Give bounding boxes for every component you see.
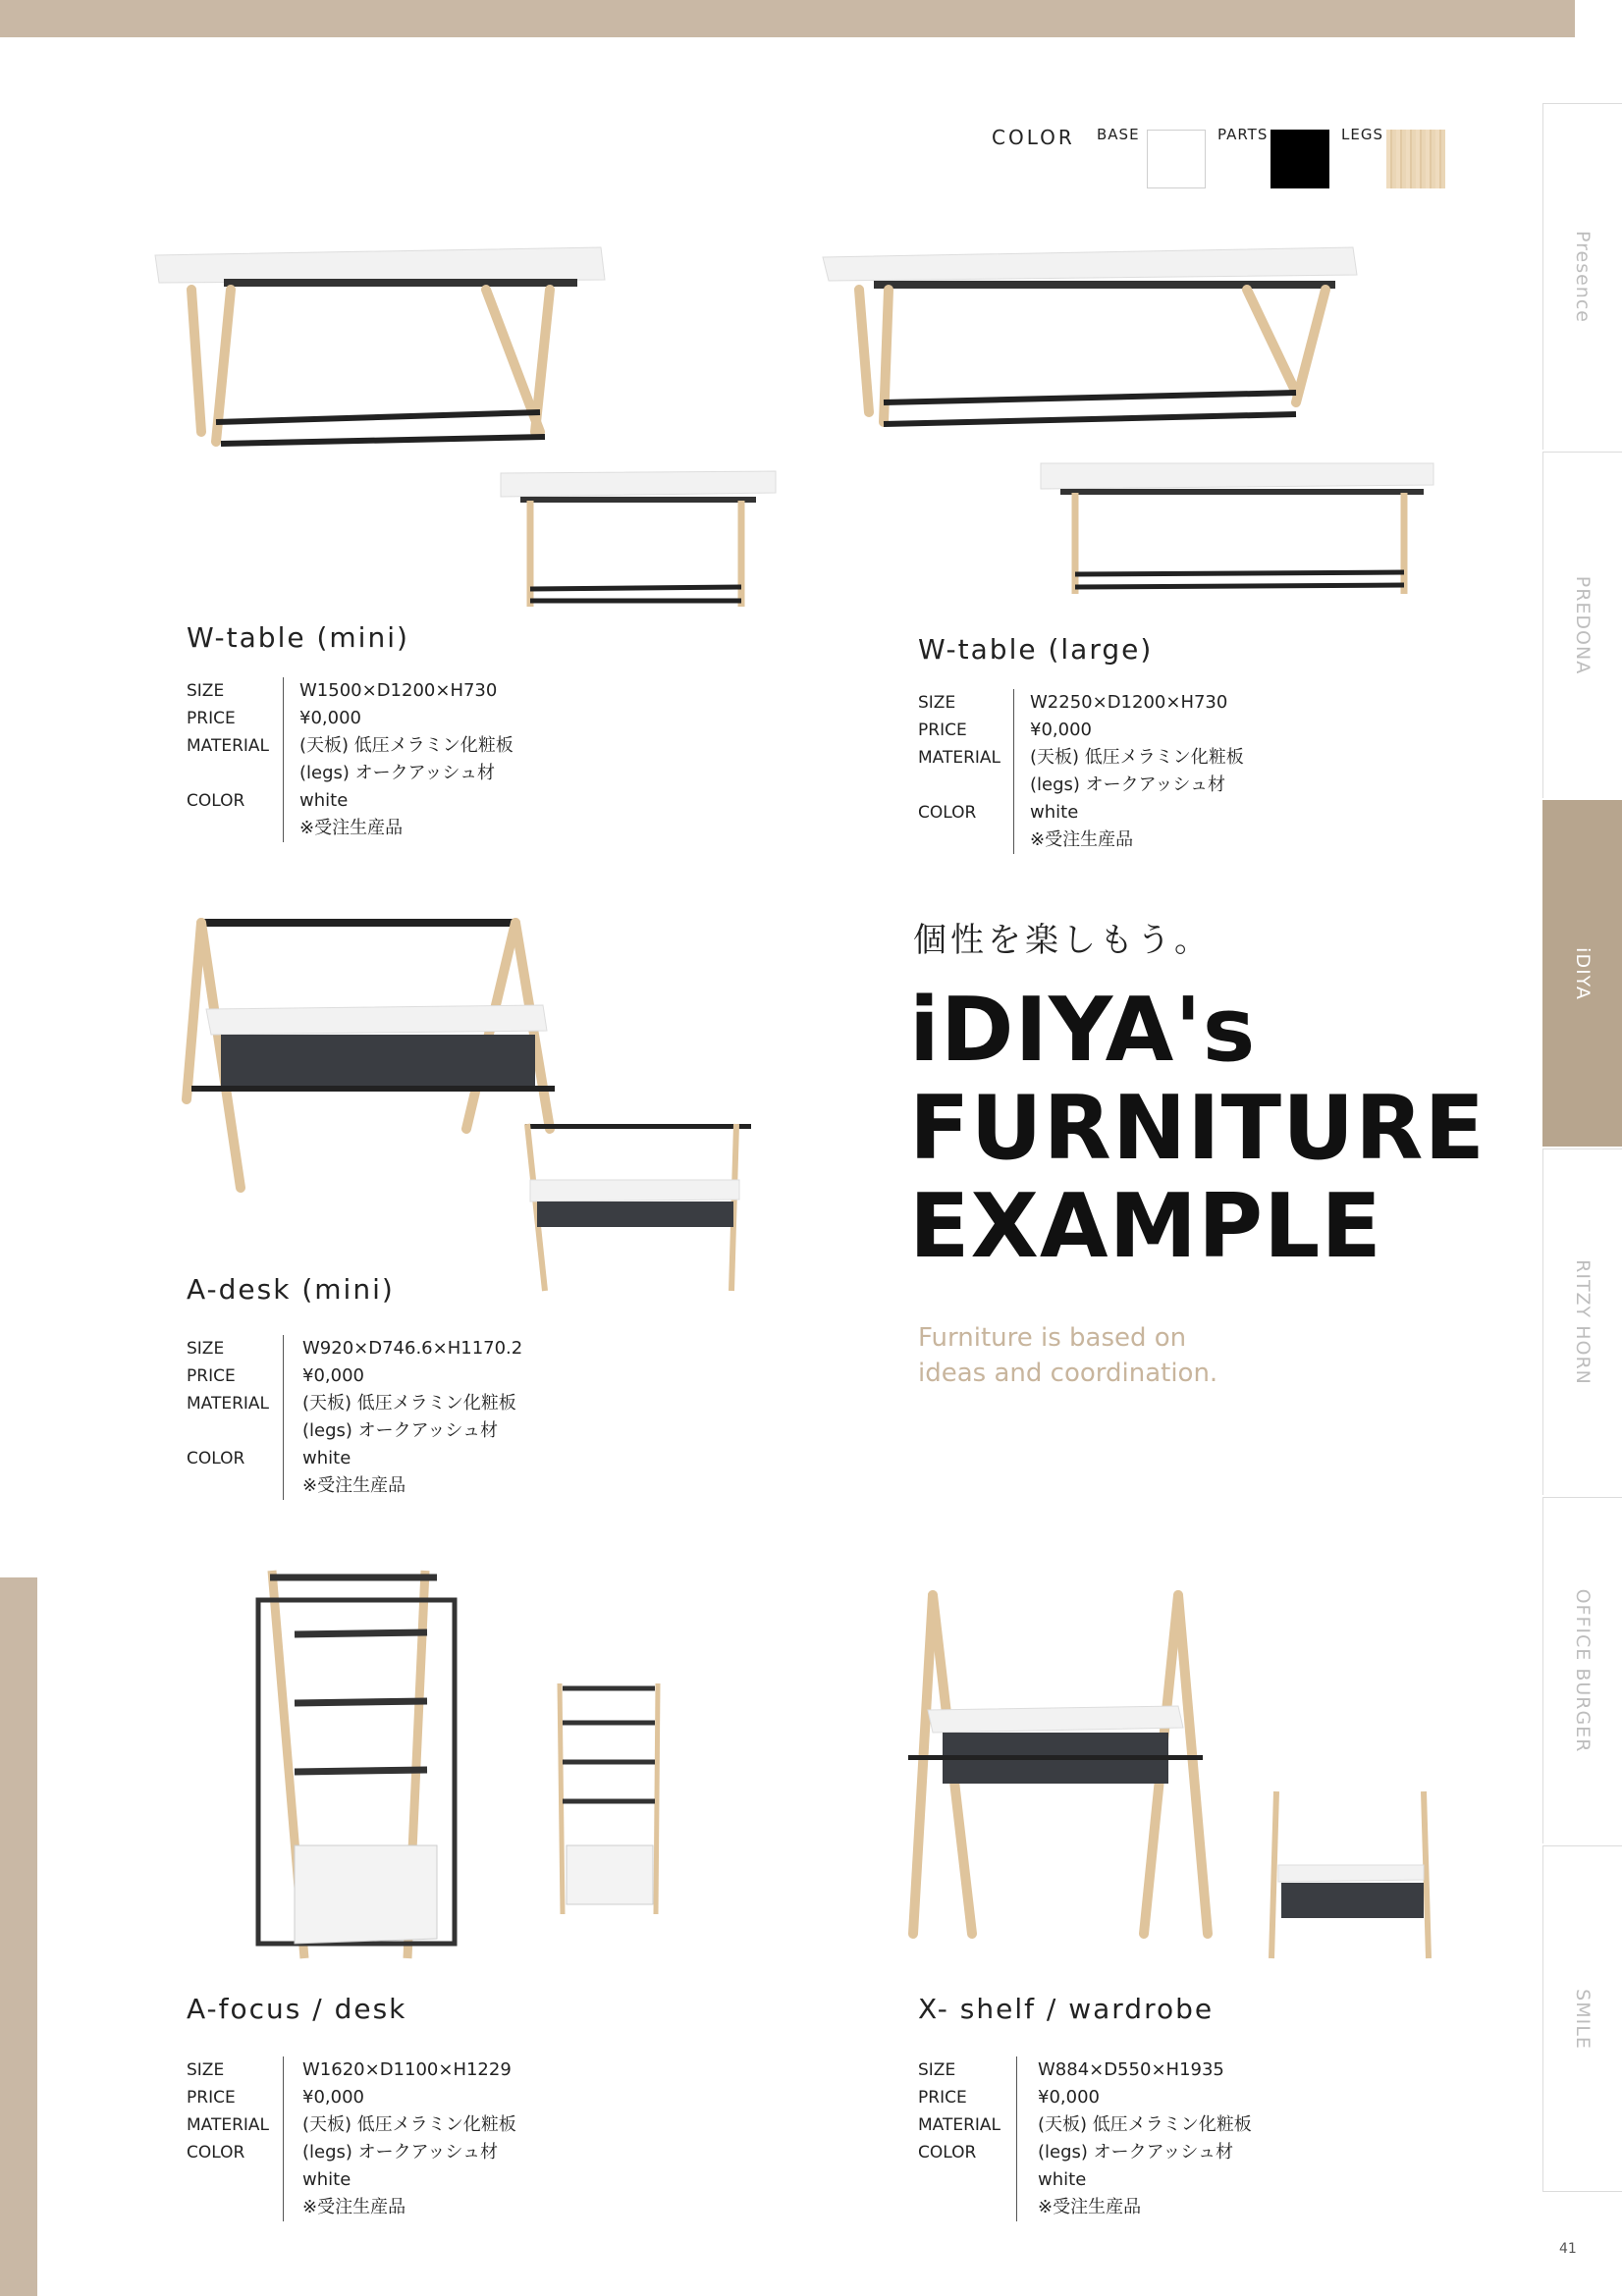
size-label: SIZE xyxy=(187,2060,225,2080)
spec-divider xyxy=(1013,689,1014,854)
material-label: MATERIAL xyxy=(187,2115,270,2135)
left-accent-bar xyxy=(0,1577,37,2296)
material-value: (legs) オークアッシュ材 xyxy=(302,1420,499,1441)
size-value: W1620×D1100×H1229 xyxy=(302,2059,512,2080)
price-value: ¥0,000 xyxy=(299,708,361,728)
spec-divider xyxy=(1016,2056,1017,2221)
color-value: white xyxy=(302,2169,351,2190)
size-label: SIZE xyxy=(187,1339,225,1359)
color-value: white xyxy=(1038,2169,1087,2190)
legs-swatch xyxy=(1386,130,1445,188)
tab-idiya[interactable] xyxy=(1542,800,1622,1147)
price-label: PRICE xyxy=(918,721,967,740)
color-value: white xyxy=(302,1448,351,1468)
product-name: W-table (large) xyxy=(918,633,1154,666)
tab-office-burger[interactable] xyxy=(1542,1497,1622,1843)
a-focus-desk-photo xyxy=(250,1566,673,1968)
size-value: W920×D746.6×H1170.2 xyxy=(302,1338,523,1359)
product-name: W-table (mini) xyxy=(187,621,409,654)
price-label: PRICE xyxy=(187,1366,236,1386)
note: ※受注生産品 xyxy=(302,1475,406,1496)
note: ※受注生産品 xyxy=(1030,829,1134,850)
size-value: W2250×D1200×H730 xyxy=(1030,692,1228,713)
tab-label: RITZY HORN xyxy=(1572,1259,1594,1385)
size-label: SIZE xyxy=(187,681,225,701)
tab-label: Presence xyxy=(1572,231,1594,323)
tagline-line: ideas and coordination. xyxy=(918,1359,1218,1388)
price-value: ¥0,000 xyxy=(302,1365,364,1386)
w-table-large-photo xyxy=(815,236,1443,609)
japanese-catchphrase: 個性を楽しもう。 xyxy=(913,921,1212,960)
product-name: A-focus / desk xyxy=(187,1993,407,2025)
legs-label: LEGS xyxy=(1341,126,1383,143)
material-value: (天板) 低圧メラミン化粧板 xyxy=(1030,747,1244,768)
page-headline xyxy=(909,979,1486,1278)
material-value: (天板) 低圧メラミン化粧板 xyxy=(1038,2114,1252,2135)
tab-label: PREDONA xyxy=(1572,575,1594,675)
note: ※受注生産品 xyxy=(299,818,404,838)
parts-swatch xyxy=(1271,130,1329,188)
price-value: ¥0,000 xyxy=(1038,2087,1100,2108)
spec-divider xyxy=(283,2056,284,2221)
size-label: SIZE xyxy=(918,693,956,713)
headline-line: iDIYA's xyxy=(909,979,1257,1082)
price-value: ¥0,000 xyxy=(302,2087,364,2108)
price-label: PRICE xyxy=(918,2088,967,2108)
note: ※受注生産品 xyxy=(302,2197,406,2217)
color-legend-title: COLOR xyxy=(992,126,1075,149)
material-label: MATERIAL xyxy=(187,1394,270,1414)
top-accent-bar xyxy=(0,0,1575,37)
tab-label: iDIYA xyxy=(1572,947,1594,1000)
color-label: COLOR xyxy=(918,2143,977,2163)
headline-line: EXAMPLE xyxy=(909,1175,1382,1278)
size-label: SIZE xyxy=(918,2060,956,2080)
tagline-line: Furniture is based on xyxy=(918,1323,1187,1353)
product-name: X- shelf / wardrobe xyxy=(918,1993,1215,2025)
material-value: (天板) 低圧メラミン化粧板 xyxy=(299,735,514,756)
base-swatch xyxy=(1147,130,1206,188)
parts-label: PARTS xyxy=(1217,126,1269,143)
section-tabs xyxy=(1542,103,1622,2194)
tagline xyxy=(918,1320,1252,1391)
price-value: ¥0,000 xyxy=(1030,720,1092,740)
color-label: COLOR xyxy=(187,791,245,811)
a-desk-mini-photo xyxy=(182,903,751,1301)
x-shelf-wardrobe-photo xyxy=(893,1580,1443,2012)
spec-divider xyxy=(283,677,284,842)
material-value: (legs) オークアッシュ材 xyxy=(302,2142,499,2163)
material-value: (天板) 低圧メラミン化粧板 xyxy=(302,2114,516,2135)
tab-ritzy-horn[interactable] xyxy=(1542,1148,1622,1495)
color-label: COLOR xyxy=(918,803,977,823)
w-table-mini-photo xyxy=(147,236,785,618)
page-number: 41 xyxy=(1559,2241,1577,2257)
material-value: (legs) オークアッシュ材 xyxy=(299,763,496,783)
material-value: (天板) 低圧メラミン化粧板 xyxy=(302,1393,516,1414)
color-value: white xyxy=(299,790,349,811)
price-label: PRICE xyxy=(187,2088,236,2108)
color-label: COLOR xyxy=(187,2143,245,2163)
color-label: COLOR xyxy=(187,1449,245,1468)
tab-predona[interactable] xyxy=(1542,452,1622,798)
material-value: (legs) オークアッシュ材 xyxy=(1030,774,1226,795)
size-value: W1500×D1200×H730 xyxy=(299,680,498,701)
base-label: BASE xyxy=(1097,126,1140,143)
material-label: MATERIAL xyxy=(918,748,1001,768)
headline-line: FURNITURE xyxy=(909,1077,1486,1180)
spec-divider xyxy=(283,1335,284,1500)
size-value: W884×D550×H1935 xyxy=(1038,2059,1224,2080)
note: ※受注生産品 xyxy=(1038,2197,1142,2217)
product-name: A-desk (mini) xyxy=(187,1273,395,1306)
material-label: MATERIAL xyxy=(918,2115,1001,2135)
material-value: (legs) オークアッシュ材 xyxy=(1038,2142,1234,2163)
tab-smile[interactable] xyxy=(1542,1845,1622,2192)
tab-presence[interactable] xyxy=(1542,103,1622,450)
price-label: PRICE xyxy=(187,709,236,728)
material-label: MATERIAL xyxy=(187,736,270,756)
tab-label: OFFICE BURGER xyxy=(1572,1588,1594,1753)
tab-label: SMILE xyxy=(1572,1988,1594,2050)
color-value: white xyxy=(1030,802,1079,823)
